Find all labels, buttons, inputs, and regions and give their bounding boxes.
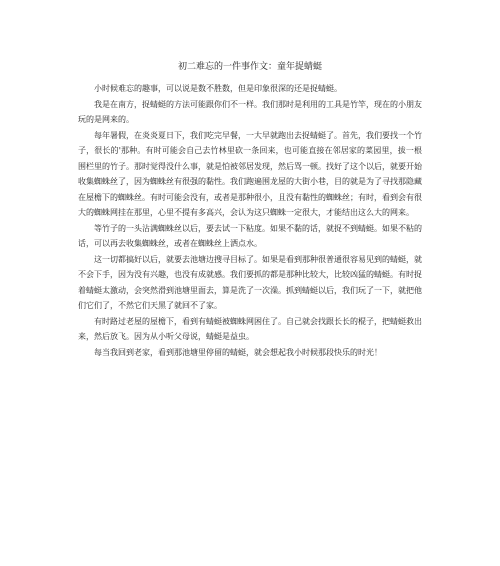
paragraph-1: 小时候难忘的趣事，可以说是数不胜数，但是印象很深的还是捉蜻蜓。 bbox=[94, 84, 342, 93]
document-title: 初二难忘的一件事作文：童年捉蜻蜓 bbox=[177, 62, 322, 72]
paragraph-2: 我是在南方，捉蜻蜓的方法可能跟你们不一样。我们那时是利用的工具是竹竿，现在的小朋友玩的是网来的。 bbox=[78, 99, 422, 124]
paragraph-3: 每年暑假，在炎炎夏日下，我们吃完早餐，一大早就跑出去捉蜻蜓了。首先，我们要找一个竹子，很长的'那种。有时可能会自己去竹林里砍一条回来，也可能直接在邻居家的菜园里，拔一根围栏里的竹子。那时觉得没什么事，就是怕被邻居发现，然后骂一顿。找好了这个以后，就要开始收集蜘蛛丝了，因为蜘蛛丝有很强的黏性。我们跑遍围龙屋的大街小巷，目的就是为了寻找那隐藏在屋檐下的蜘蛛丝。有时可能会没有，或者是那种很小，且没有黏性的蜘蛛丝；有时，看到会有很大的蜘蛛网挂在那里，心里不提有多高兴，会认为这只蜘蛛一定很大，才能结出这么大的网来。 bbox=[78, 130, 422, 217]
paragraph-6: 有时路过老屋的屋檐下，看到有蜻蜓被蜘蛛网困住了。自己就会找跟长长的棍子，把蜻蜓救出来，然后放飞。因为从小听父母说，蜻蜓是益虫。 bbox=[78, 316, 422, 341]
document-body bbox=[78, 81, 422, 360]
paragraph-4: 等竹子的一头沾满蜘蛛丝以后，要去试一下粘度。如果不黏的话，就捉不到蜻蜓。如果不粘的话，可以再去收集蜘蛛丝，或者在蜘蛛丝上洒点水。 bbox=[78, 223, 422, 248]
paragraph-5: 这一切都搞好以后，就要去池塘边搜寻目标了。如果是看到那种很普通很容易见到的蜻蜓，就不会下手，因为没有兴趣，也没有成就感。我们要抓的都是那种比较大，比较凶猛的蜻蜓。有时捉着蜻蜓太激动，会突然滑到池塘里面去，算是洗了一次澡。抓到蜻蜓以后，我们玩了一下，就把他们它们了，不然它们天黑了就回不了家。 bbox=[78, 254, 422, 310]
paragraph-7: 每当我回到老家，看到那池塘里停留的蜻蜓，就会想起我小时候那段快乐的时光！ bbox=[94, 347, 382, 357]
